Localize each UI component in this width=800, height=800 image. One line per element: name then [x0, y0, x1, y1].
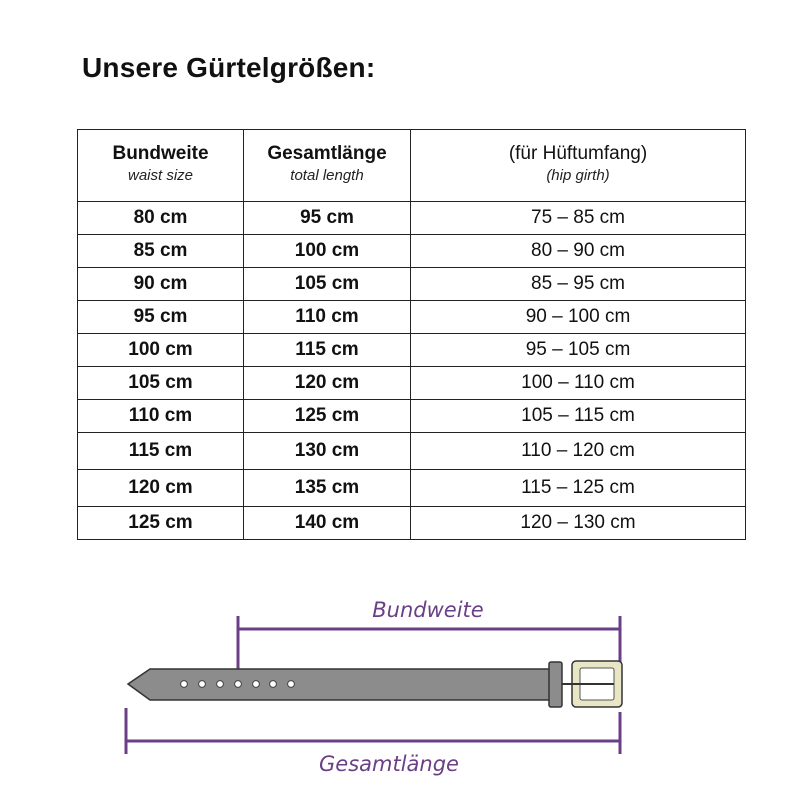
belt-diagram — [0, 580, 800, 800]
page-title: Unsere Gürtelgrößen: — [82, 52, 376, 83]
length-cell: 125 cm — [244, 400, 411, 433]
waist-cell: 125 cm — [78, 507, 244, 540]
header-waist — [78, 130, 244, 202]
hip-cell: 95 – 105 cm — [411, 334, 746, 367]
length-cell: 140 cm — [244, 507, 411, 540]
waist-cell: 80 cm — [78, 202, 244, 235]
total-dimension-label: Gesamtlänge — [319, 752, 459, 776]
table-row — [78, 400, 746, 433]
total-dimension-line — [126, 708, 620, 754]
header-length-sublabel: total length — [290, 166, 364, 184]
hip-cell: 75 – 85 cm — [411, 202, 746, 235]
waist-cell: 105 cm — [78, 367, 244, 400]
table-row — [78, 507, 746, 540]
table-row — [78, 433, 746, 470]
belt-strap — [128, 669, 556, 700]
length-cell: 105 cm — [244, 268, 411, 301]
waist-cell: 100 cm — [78, 334, 244, 367]
table-row — [78, 367, 746, 400]
belt-hole — [235, 681, 242, 688]
belt-loop — [549, 662, 562, 707]
table-row — [78, 202, 746, 235]
header-length-label: Gesamtlänge — [267, 142, 387, 164]
header-hip-sublabel: (hip girth) — [546, 166, 610, 184]
header-hip — [411, 130, 746, 202]
belt-hole — [288, 681, 295, 688]
table-row — [78, 268, 746, 301]
hip-cell: 120 – 130 cm — [411, 507, 746, 540]
waist-dimension-label: Bundweite — [372, 598, 484, 622]
waist-cell: 110 cm — [78, 400, 244, 433]
length-cell: 120 cm — [244, 367, 411, 400]
hip-cell: 105 – 115 cm — [411, 400, 746, 433]
belt-hole — [181, 681, 188, 688]
hip-cell: 90 – 100 cm — [411, 301, 746, 334]
size-table — [77, 129, 746, 540]
waist-cell: 120 cm — [78, 470, 244, 507]
length-cell: 135 cm — [244, 470, 411, 507]
belt-hole — [217, 681, 224, 688]
header-hip-label: (für Hüftumfang) — [508, 142, 648, 164]
length-cell: 100 cm — [244, 235, 411, 268]
table-row — [78, 470, 746, 507]
waist-cell: 95 cm — [78, 301, 244, 334]
waist-cell: 85 cm — [78, 235, 244, 268]
belt-hole — [270, 681, 277, 688]
length-cell: 95 cm — [244, 202, 411, 235]
waist-cell: 90 cm — [78, 268, 244, 301]
table-header-row — [78, 130, 746, 202]
length-cell: 110 cm — [244, 301, 411, 334]
header-length — [244, 130, 411, 202]
table-row — [78, 301, 746, 334]
hip-cell: 115 – 125 cm — [411, 470, 746, 507]
hip-cell: 85 – 95 cm — [411, 268, 746, 301]
belt-hole — [199, 681, 206, 688]
hip-cell: 80 – 90 cm — [411, 235, 746, 268]
table-row — [78, 334, 746, 367]
header-waist-sublabel: waist size — [127, 166, 194, 184]
table-row — [78, 235, 746, 268]
length-cell: 130 cm — [244, 433, 411, 470]
header-waist-label: Bundweite — [112, 142, 209, 164]
length-cell: 115 cm — [244, 334, 411, 367]
buckle-icon — [562, 661, 622, 707]
hip-cell: 100 – 110 cm — [411, 367, 746, 400]
belt-hole — [253, 681, 260, 688]
waist-cell: 115 cm — [78, 433, 244, 470]
hip-cell: 110 – 120 cm — [411, 433, 746, 470]
